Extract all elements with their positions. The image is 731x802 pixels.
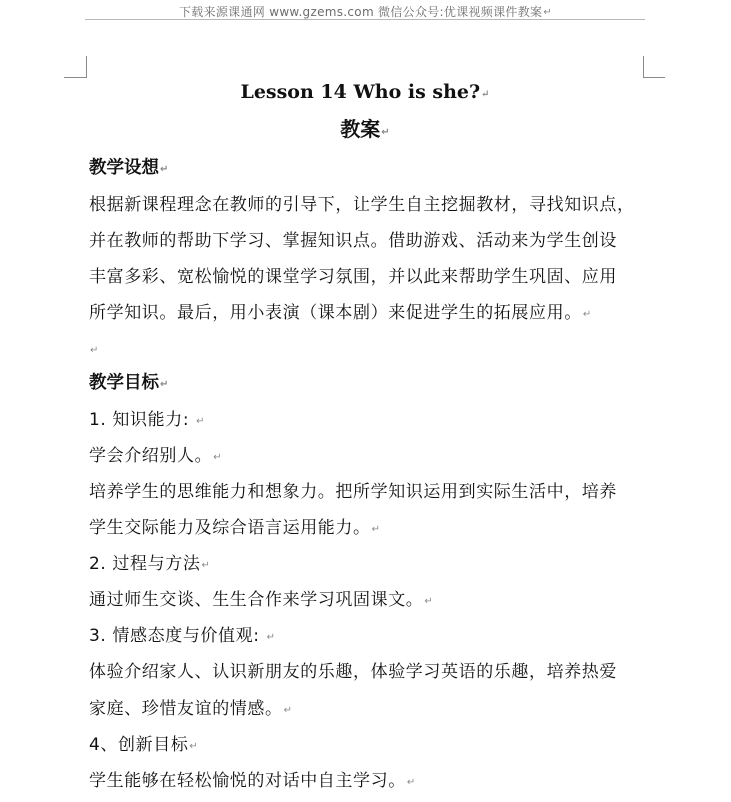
list-item: 4、创新目标↵ <box>89 735 199 755</box>
document-subtitle: 教案↵ <box>340 117 390 141</box>
paragraph-mark-icon: ↵ <box>201 560 211 571</box>
section-heading: 教学设想↵ <box>89 158 169 178</box>
document-title: Lesson 14 Who is she?↵ <box>240 81 490 103</box>
list-item: 学会介绍别人。↵ <box>89 446 223 466</box>
page-header <box>0 3 731 20</box>
list-item: 1. 知识能力: ↵ <box>89 410 206 430</box>
header-text: 下载来源课通网 www.gzems.com 微信公众号:优课视频课件教案 <box>178 5 543 19</box>
list-item: 学生交际能力及综合语言运用能力。↵ <box>89 518 381 538</box>
paragraph-mark-icon: ↵ <box>90 345 99 356</box>
list-item: 2. 过程与方法↵ <box>89 554 211 574</box>
paragraph-line: 所学知识。最后，用小表演（课本剧）来促进学生的拓展应用。↵ <box>89 303 592 323</box>
paragraph-mark-icon: ↵ <box>283 705 293 716</box>
list-item: 通过师生交谈、生生合作来学习巩固课文。↵ <box>89 590 434 610</box>
paragraph-mark-icon: ↵ <box>196 416 206 427</box>
list-item: 学生能够在轻松愉悦的对话中自主学习。↵ <box>89 771 416 791</box>
paragraph-mark-icon: ↵ <box>213 452 223 463</box>
paragraph-mark-icon: ↵ <box>481 89 490 100</box>
paragraph-mark-icon: ↵ <box>543 7 552 18</box>
paragraph-mark-icon: ↵ <box>160 379 169 390</box>
paragraph-mark-icon: ↵ <box>381 127 390 138</box>
paragraph-mark-icon: ↵ <box>424 596 434 607</box>
list-item: 3. 情感态度与价值观: ↵ <box>89 626 276 646</box>
paragraph-mark-icon: ↵ <box>160 164 169 175</box>
paragraph-mark-icon: ↵ <box>406 777 416 788</box>
crop-mark-icon <box>643 77 665 78</box>
paragraph-line: 丰富多彩、宽松愉悦的课堂学习氛围，并以此来帮助学生巩固、应用 <box>89 267 617 287</box>
crop-mark-icon <box>86 56 87 78</box>
paragraph-mark-icon: ↵ <box>582 309 592 320</box>
crop-mark-icon <box>643 56 644 78</box>
header-rule <box>85 19 645 20</box>
crop-mark-icon <box>64 77 86 78</box>
paragraph-line: 根据新课程理念在教师的引导下，让学生自主挖掘教材，寻找知识点， <box>89 195 635 215</box>
list-item: 体验介绍家人、认识新朋友的乐趣，体验学习英语的乐趣，培养热爱 <box>89 662 617 682</box>
paragraph-line: 并在教师的帮助下学习、掌握知识点。借助游戏、活动来为学生创设 <box>89 231 617 251</box>
empty-paragraph <box>89 337 99 363</box>
paragraph-mark-icon: ↵ <box>371 524 381 535</box>
list-item: 培养学生的思维能力和想象力。把所学知识运用到实际生活中，培养 <box>89 482 617 502</box>
list-item: 家庭、珍惜友谊的情感。↵ <box>89 699 293 719</box>
paragraph-mark-icon: ↵ <box>189 741 199 752</box>
paragraph-mark-icon: ↵ <box>266 632 276 643</box>
section-heading: 教学目标↵ <box>89 373 169 393</box>
